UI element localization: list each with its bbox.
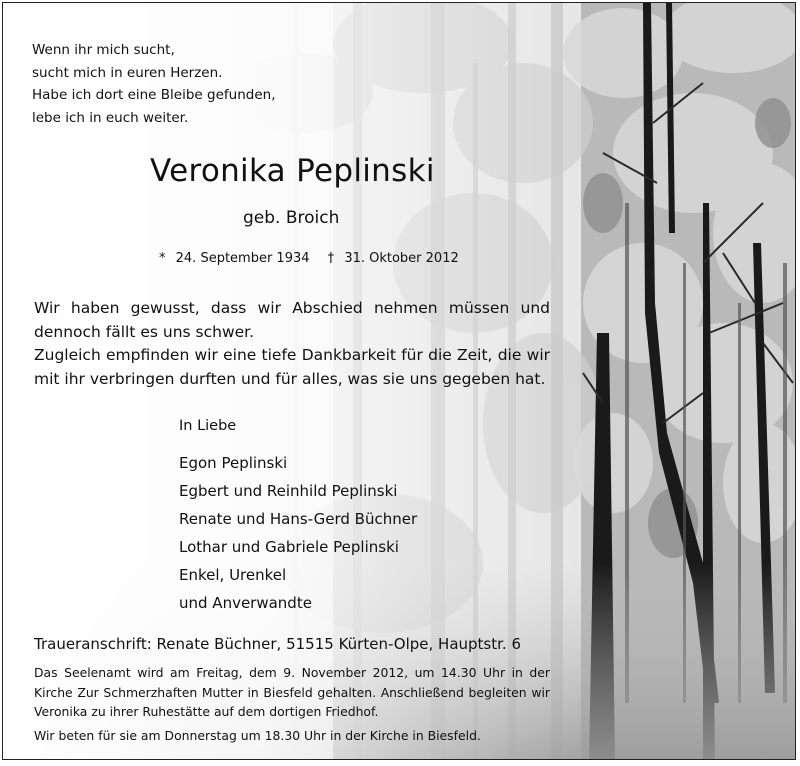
prayer-info: Wir beten für sie am Donnerstag um 18.30 Uhr in der Kirche in Biesfeld.: [34, 728, 481, 743]
mourners-heading: In Liebe: [179, 418, 237, 434]
mourner-name: Lothar und Gabriele Peplinski: [179, 538, 399, 556]
mourner-name: Enkel, Urenkel: [179, 566, 287, 584]
farewell-line: Wir haben gewusst, dass wir Abschied nehmen müssen und dennoch fällt es uns schwer.: [34, 299, 550, 341]
poem-line: Habe ich dort eine Bleibe gefunden,: [32, 87, 276, 103]
mourner-name: Egon Peplinski: [179, 454, 288, 472]
service-text: Das Seelenamt wird am Freitag, dem 9. November 2012, um 14.30 Uhr in der Kirche Zur Schmerzhaften Mutter in Biesfeld gehalten. Anschließend begleiten wir Veronika zu ihrer Ruhestätte auf dem dortigen Friedhof.: [34, 665, 550, 719]
life-dates: [159, 251, 459, 266]
memorial-poem: [32, 39, 275, 129]
mourner-name: Renate und Hans-Gerd Büchner: [179, 510, 418, 528]
birth-star-icon: *: [159, 251, 166, 266]
obituary-card: [2, 2, 796, 760]
mourners-list: [179, 449, 417, 617]
mourner-name: und Anverwandte: [179, 594, 312, 612]
poem-line: Wenn ihr mich sucht,: [32, 42, 175, 58]
farewell-line: Zugleich empfinden wir eine tiefe Dankbarkeit für die Zeit, die wir mit ihr verbringen durften und für alles, was sie uns gegeben hat.: [34, 346, 550, 388]
born-name: geb. Broich: [243, 208, 340, 228]
poem-line: lebe ich in euch weiter.: [32, 109, 189, 126]
birth-date: 24. September 1934: [175, 251, 310, 266]
service-info: [34, 663, 550, 722]
obituary-text-area: [3, 3, 583, 759]
death-date: 31. Oktober 2012: [344, 251, 459, 266]
poem-line: sucht mich in euren Herzen.: [32, 64, 223, 81]
mourning-address: Traueranschrift: Renate Büchner, 51515 Kürten-Olpe, Hauptstr. 6: [34, 635, 521, 653]
deceased-name: Veronika Peplinski: [150, 153, 435, 189]
farewell-message: [34, 297, 550, 391]
mourner-name: Egbert und Reinhild Peplinski: [179, 482, 398, 500]
death-cross-icon: †: [327, 251, 335, 266]
